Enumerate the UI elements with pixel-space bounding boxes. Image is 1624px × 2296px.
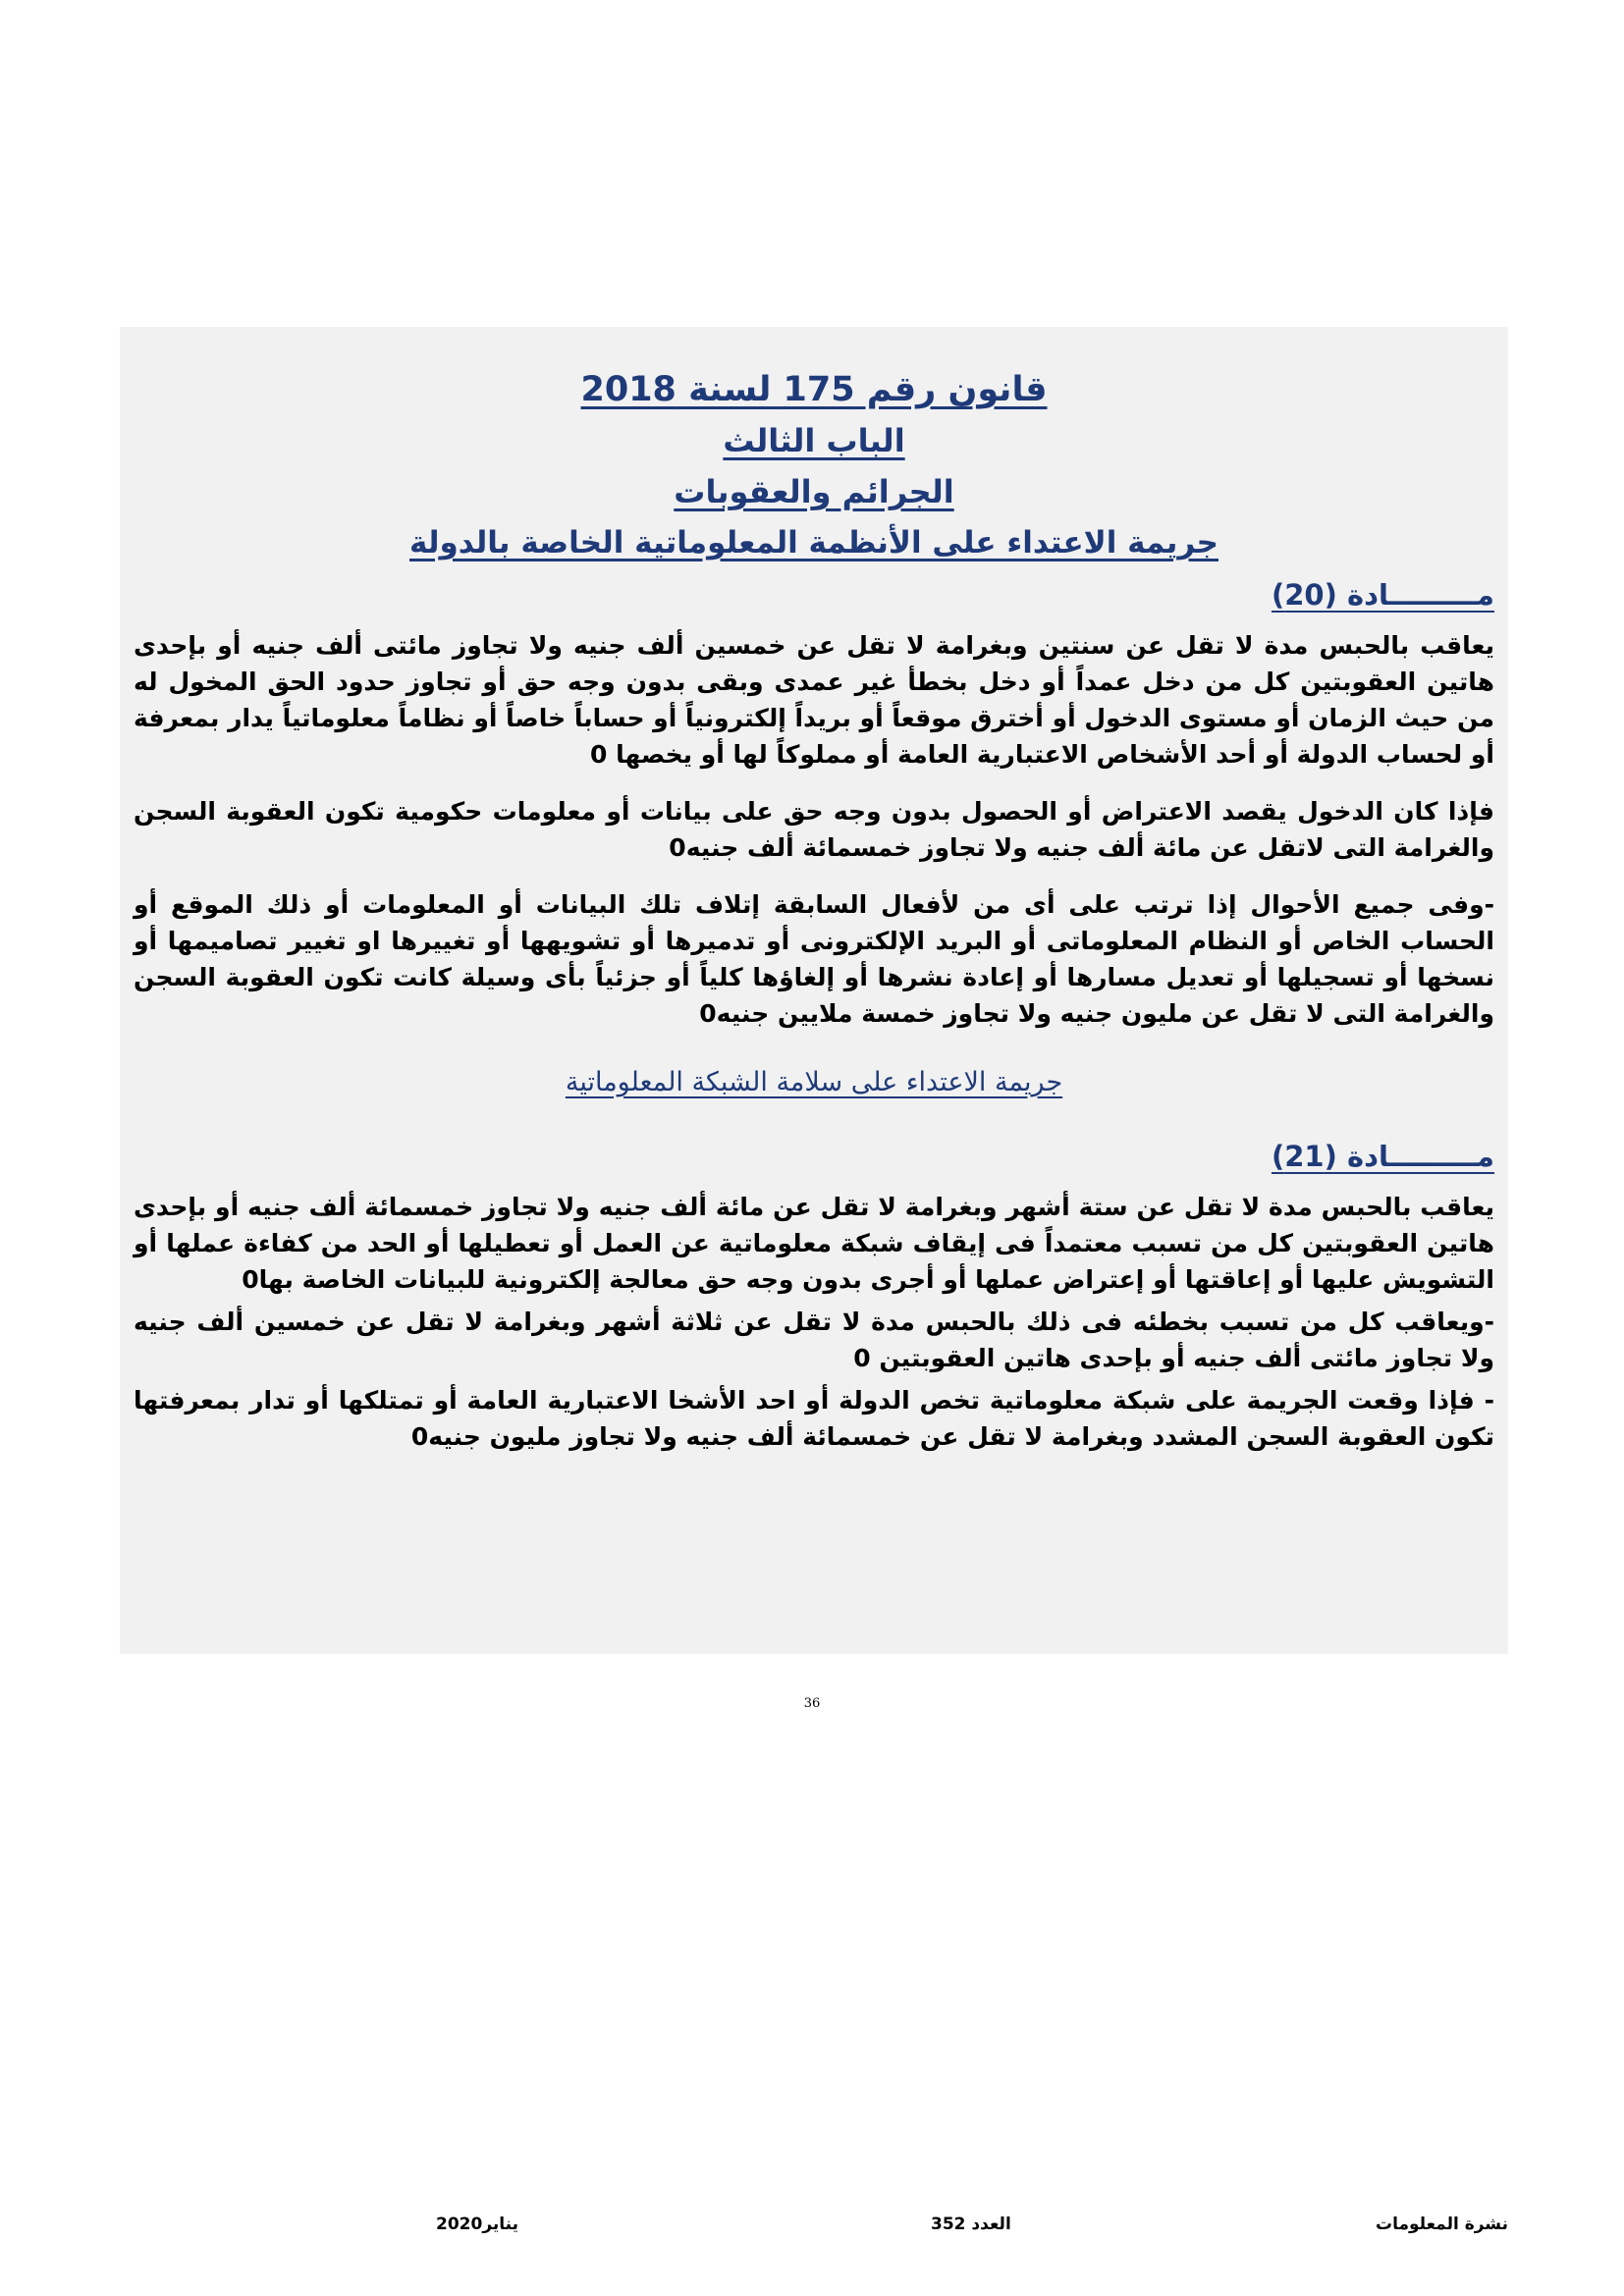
footer-publication: نشرة المعلومات [1375,2215,1508,2234]
document-content [120,327,1508,1654]
article-20-paragraph-3: -وفى جميع الأحوال إذا ترتب على أى من لأفعال السابقة إتلاف تلك البيانات أو المعلومات أو ذلك الموقع أو الحساب الخاص أو النظام المعلوماتى أو البريد الإلكترونى أو تدميرها أو تشويهها أو تغييرها او تغيير تصاميمها أو نسخها أو تسجيلها أو تعديل مسارها أو إعادة نشرها أو إلغاؤها كلياً أو جزئياً بأى وسيلة كانت تكون العقوبة السجن والغرامة التى لا تقل عن مليون جنيه ولا تجاوز خمسة ملايين جنيه0 [134,890,1494,1028]
article-20-paragraph-2: فإذا كان الدخول يقصد الاعتراض أو الحصول بدون وجه حق على بيانات أو معلومات حكومية تكون العقوبة السجن والغرامة التى لاتقل عن مائة ألف جنيه ولا تجاوز خمسمائة ألف جنيه0 [134,797,1494,862]
footer-date: يناير2020 [436,2215,518,2234]
section-title: جريمة الاعتداء على الأنظمة المعلوماتية الخاصة بالدولة [409,525,1218,561]
article-21-paragraph-3: - فإذا وقعت الجريمة على شبكة معلوماتية تخص الدولة أو احد الأشخا الاعتبارية العامة أو تمتلكها أو تدار بمعرفتها تكون العقوبة السجن المشدد وبغرامة لا تقل عن خمسمائة ألف جنيه ولا تجاوز مليون جنيه0 [134,1386,1494,1451]
law-title: قانون رقم 175 لسنة 2018 [580,370,1048,409]
article-21-paragraph-2: -ويعاقب كل من تسبب بخطئه فى ذلك بالحبس مدة لا تقل عن ثلاثة أشهر وبغرامة لا تقل عن خمسين ألف جنيه ولا تجاوز مائتى ألف جنيه أو بإحدى هاتين العقوبتين 0 [134,1308,1494,1372]
article-21-paragraph-1: يعاقب بالحبس مدة لا تقل عن ستة أشهر وبغرامة لا تقل عن مائة ألف جنيه ولا تجاوز خمسمائة ألف جنيه أو بإحدى هاتين العقوبتين كل من تسبب معتمداً فى إيقاف شبكة معلوماتية عن العمل أو تعطيلها أو الحد من كفاءة عملها أو التشويش عليها أو إعاقتها أو إعتراض عملها أو أجرى بدون وجه حق معالجة إلكترونية للبيانات الخاصة بها0 [134,1193,1494,1294]
footer-issue: العدد 352 [931,2215,1011,2234]
page-number: 36 [803,1696,821,1711]
article-20-paragraph-1: يعاقب بالحبس مدة لا تقل عن سنتين وبغرامة لا تقل عن خمسين ألف جنيه ولا تجاوز مائتى ألف جنيه أو بإحدى هاتين العقوبتين كل من دخل عمداً أو دخل بخطأ غير عمدى وبقى بدون وجه حق أو تجاوز حدود الحق المخول له من حيث الزمان أو مستوى الدخول أو أخترق موقعاً أو بريداً إلكترونياً أو حساباً خاصاً أو نظاماً معلوماتياً يدار بمعرفة أو لحساب الدولة أو أحد الأشخاص الاعتبارية العامة أو مملوكاً لها أو يخصها 0 [134,631,1494,769]
chapter-subject: الجرائم والعقوبات [674,473,954,510]
chapter-title: الباب الثالث [723,422,905,459]
subsection-title: جريمة الاعتداء على سلامة الشبكة المعلوماتية [565,1067,1063,1097]
article-21-title: مـــــــــادة (21) [1271,1140,1494,1173]
article-20-title: مـــــــــادة (20) [1271,578,1494,612]
